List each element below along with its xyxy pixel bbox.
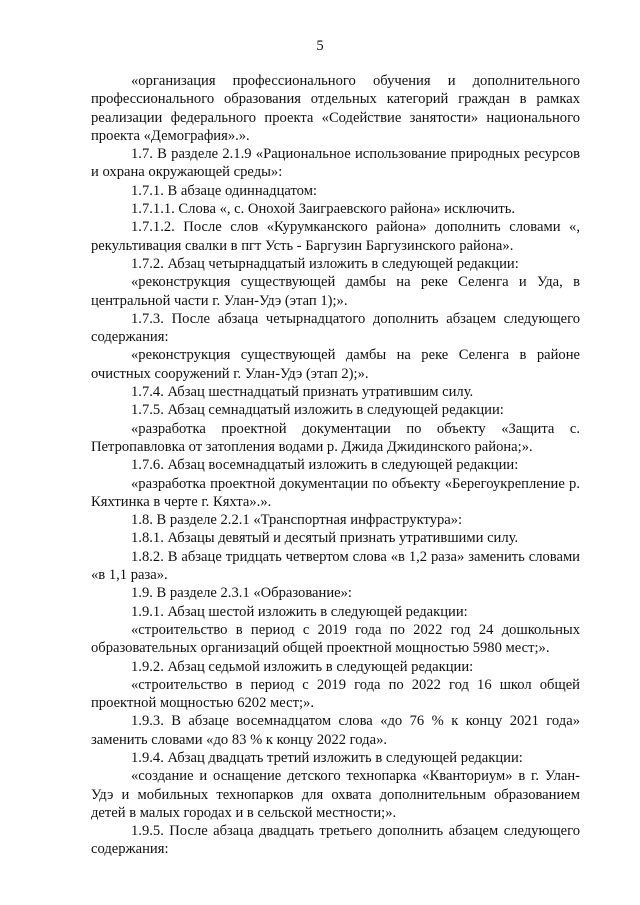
paragraph: 1.9.5. После абзаца двадцать третьего дополнить абзацем следующего содержания: [91,823,580,858]
paragraph: 1.8.2. В абзаце тридцать четвертом слова «в 1,2 раза» заменить словами «в 1,1 раза». [91,548,580,584]
paragraph: 1.7.4. Абзац шестнадцатый признать утратившим силу. [131,384,474,401]
paragraph: 1.7.3. После абзаца четырнадцатого дополнить абзацем следующего содержания: [91,310,580,346]
paragraph: 1.9.1. Абзац шестой изложить в следующей редакции: [131,603,468,620]
page-number: 5 [316,38,324,54]
paragraph: 1.9.4. Абзац двадцать третий изложить в следующей редакции: [131,749,523,766]
document-body [91,72,580,859]
paragraph: «реконструкция существующей дамбы на реке Селенга и Уда, в центральной части г. Улан-Удэ (этап 1);». [91,274,580,309]
paragraph: 1.9. В разделе 2.3.1 «Образование»: [131,585,352,602]
paragraph: 1.8. В разделе 2.2.1 «Транспортная инфраструктура»: [131,512,463,529]
paragraph: «организация профессионального обучения и дополнительного профессионального образования отдельных категорий граждан в рамках реализации федерального проекта «Содействие занятости» национального проекта «Демография».». [91,73,580,144]
paragraph: 1.9.3. В абзаце восемнадцатом слова «до 76 % к концу 2021 года» заменить словами «до 83 % к концу 2022 года». [91,713,580,748]
paragraph: 1.7.5. Абзац семнадцатый изложить в следующей редакции: [131,402,504,419]
paragraph: 1.9.2. Абзац седьмой изложить в следующей редакции: [131,658,474,675]
paragraph: 1.7. В разделе 2.1.9 «Рациональное использование природных ресурсов и охрана окружающей среды»: [91,146,580,181]
paragraph: 1.7.1.2. После слов «Курумканского района» дополнить словами «, рекультивация свалки в пгт Усть - Баргузин Баргузинского района». [91,219,580,254]
paragraph: «реконструкция существующей дамбы на реке Селенга в районе очистных сооружений г. Улан-Удэ (этап 2);». [91,347,580,382]
paragraph: 1.8.1. Абзацы девятый и десятый признать утратившими силу. [131,530,519,547]
paragraph: «разработка проектной документации по объекту «Защита с. Петропавловка от затопления водами р. Джида Джидинского района;». [91,420,580,455]
paragraph: «строительство в период с 2019 года по 2022 год 24 дошкольных образовательных организаций общей проектной мощностью 5980 мест;». [91,621,580,657]
paragraph: 1.7.1.1. Слова «, с. Онохой Заиграевского района» исключить. [131,201,515,218]
paragraph: «создание и оснащение детского технопарка «Кванториум» в г. Улан-Удэ и мобильных технопарков для охвата дополнительным образованием детей в малых городах и в сельской местности;». [91,768,580,821]
paragraph: 1.7.2. Абзац четырнадцатый изложить в следующей редакции: [131,255,519,272]
paragraph: «разработка проектной документации по объекту «Берегоукрепление р. Кяхтинка в черте г. Кяхта».». [91,475,580,510]
paragraph: 1.7.1. В абзаце одиннадцатом: [131,182,317,199]
paragraph: «строительство в период с 2019 года по 2022 год 16 школ общей проектной мощностью 6202 мест;». [91,676,580,712]
paragraph: 1.7.6. Абзац восемнадцатый изложить в следующей редакции: [131,457,519,474]
